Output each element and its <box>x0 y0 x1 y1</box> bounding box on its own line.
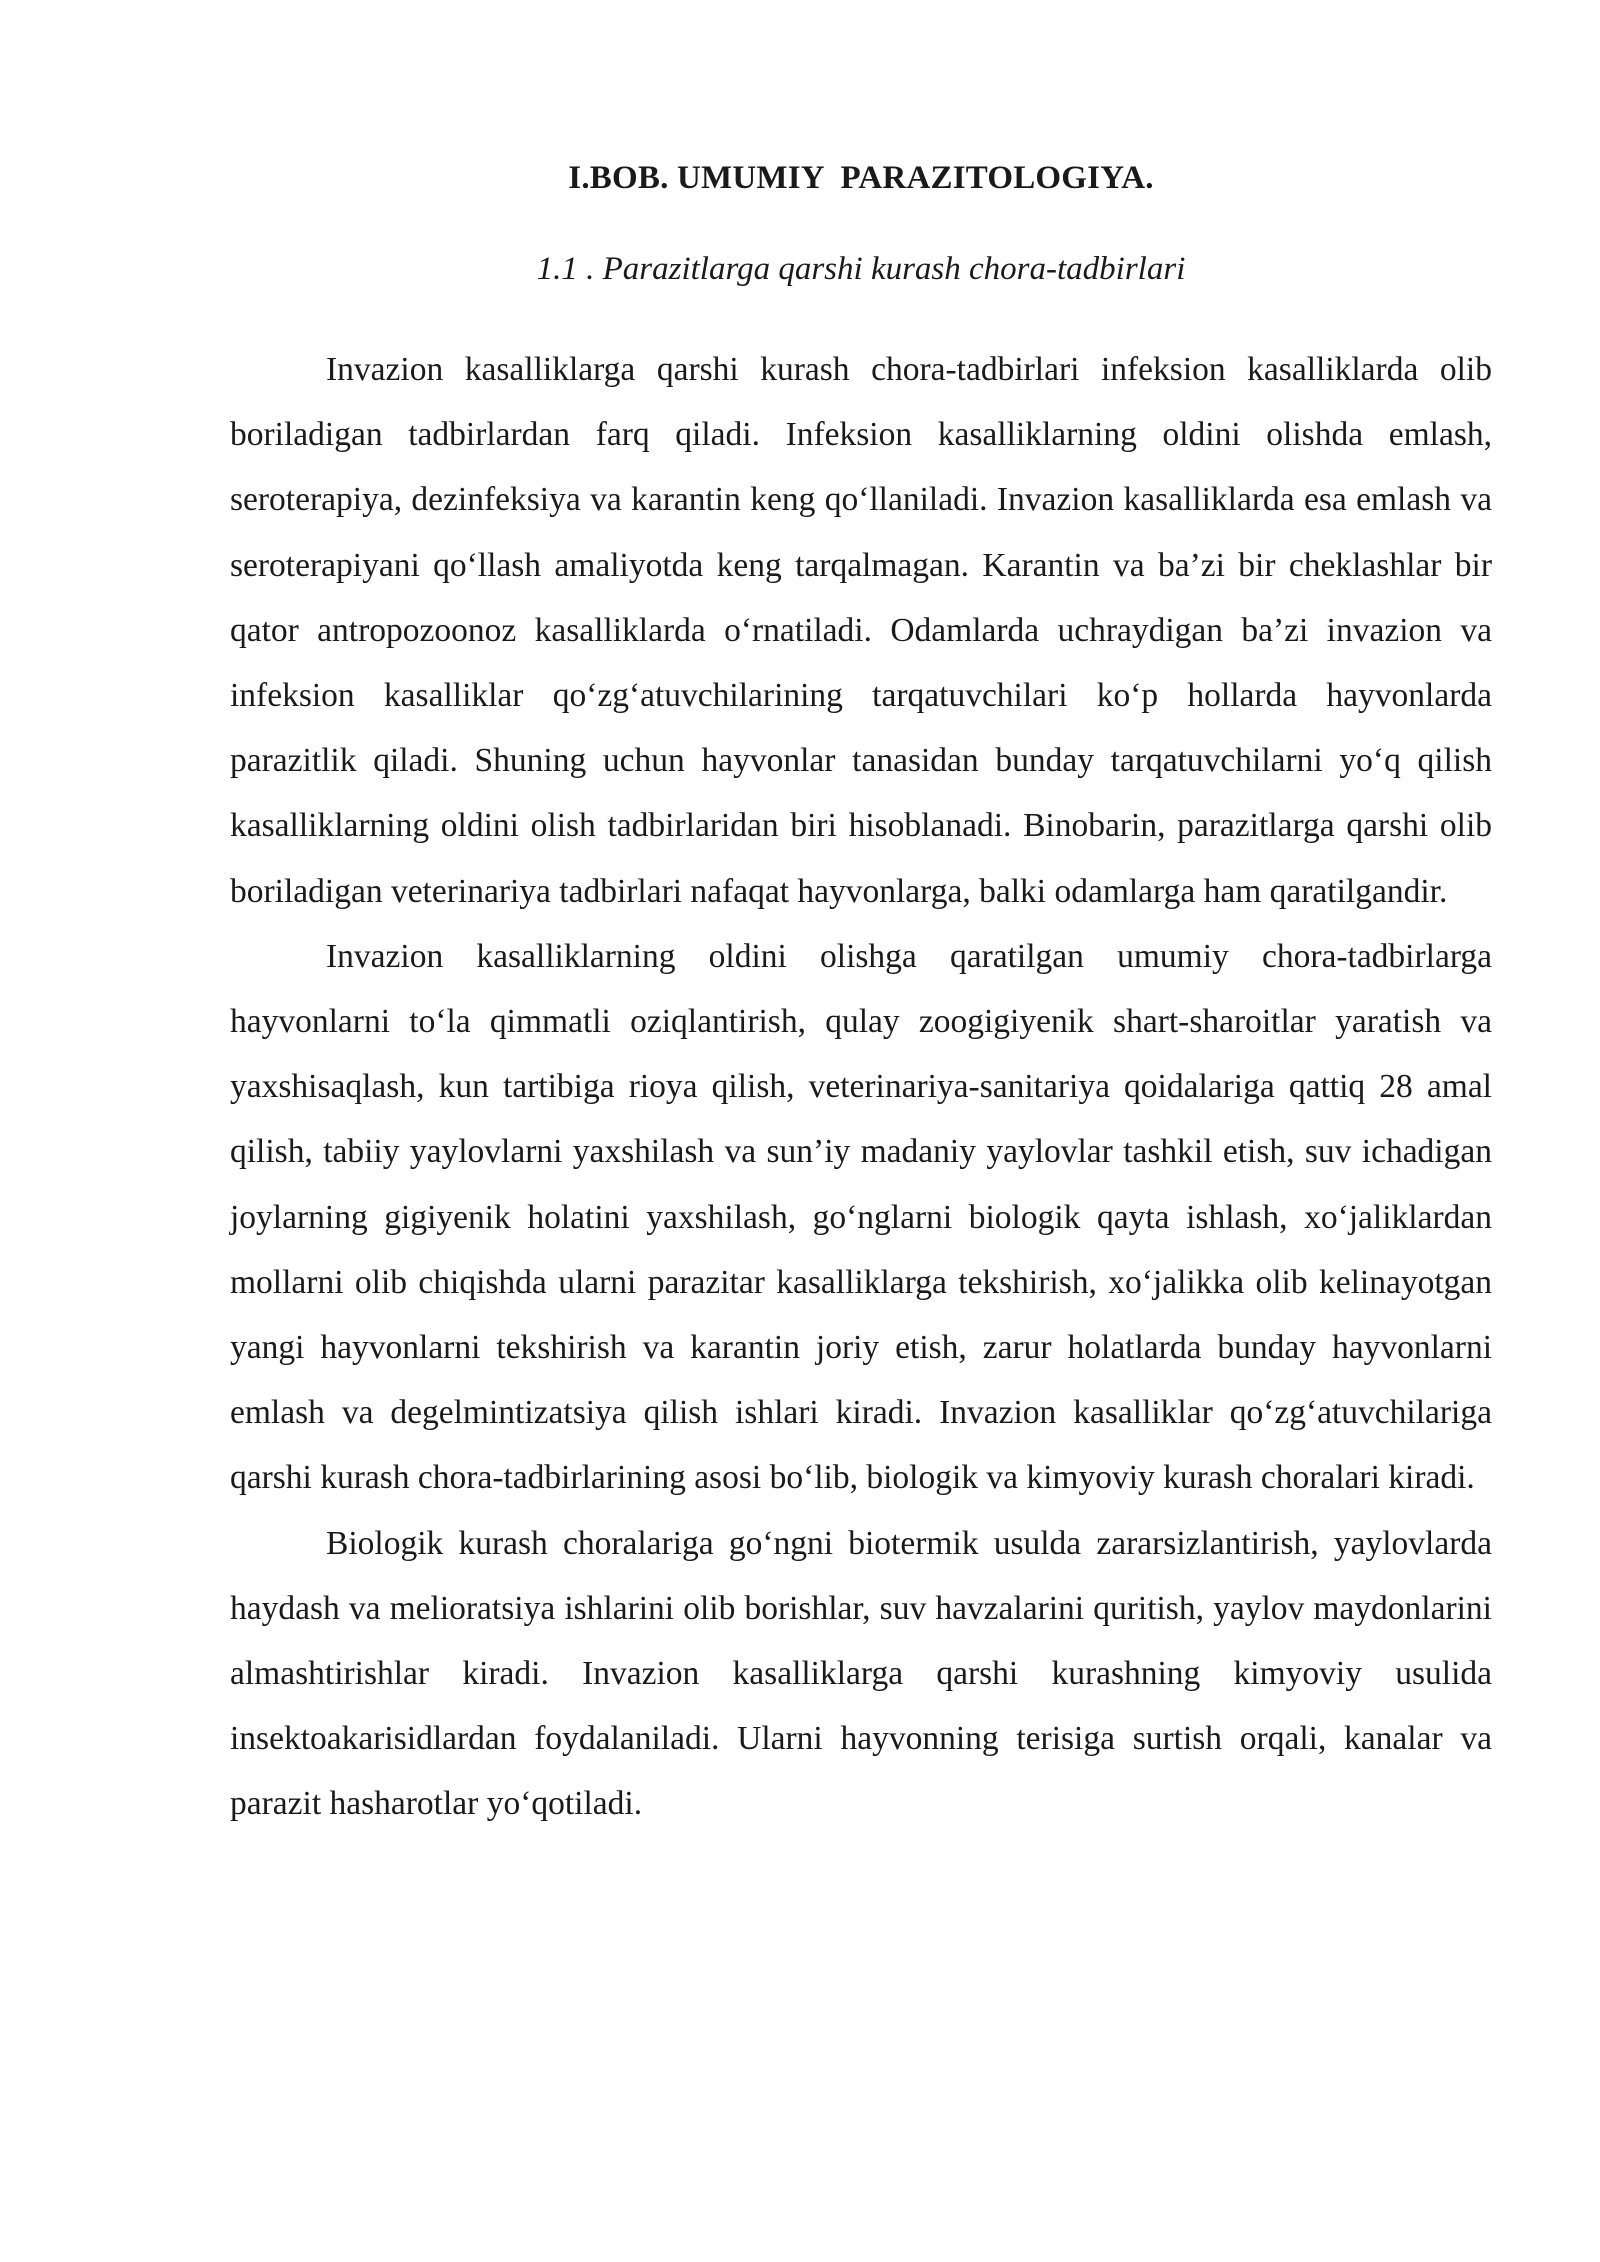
chapter-title: I.BOB. UMUMIY PARAZITOLOGIYA. <box>568 160 1154 196</box>
body-text <box>230 337 1492 1837</box>
paragraph-1: Invazion kasalliklarga qarshi kurash chora-tadbirlari infeksion kasalliklarda olib boriladigan tadbirlardan farq qiladi. Infeksion kasalliklarning oldini olishda emlash, seroterapiya, dezinfeksiya va karantin keng qo‘llaniladi. Invazion kasalliklarda esa emlash va seroterapiyani qo‘llash amaliyotda keng tarqalmagan. Karantin va ba’zi bir cheklashlar bir qator antropozoonoz kasalliklarda o‘rnatiladi. Odamlarda uchraydigan ba’zi invazion va infeksion kasalliklar qo‘zg‘atuvchilarining tarqatuvchilari ko‘p hollarda hayvonlarda parazitlik qiladi. Shuning uchun hayvonlar tanasidan bunday tarqatuvchilarni yo‘q qilish kasalliklarning oldini olish tadbirlaridan biri hisoblanadi. Binobarin, parazitlarga qarshi olib boriladigan veterinariya tadbirlari nafaqat hayvonlarga, balki odamlarga ham qaratilgandir. <box>230 351 1492 910</box>
section-title: 1.1 . Parazitlarga qarshi kurash chora-tadbirlari <box>536 251 1186 287</box>
paragraph-2: Invazion kasalliklarning oldini olishga qaratilgan umumiy chora-tadbirlarga hayvonlarni to‘la qimmatli oziqlantirish, qulay zoogigiyenik shart-sharoitlar yaratish va yaxshisaqlash, kun tartibiga rioya qilish, veterinariya-sanitariya qoidalariga qattiq 28 amal qilish, tabiiy yaylovlarni yaxshilash va sun’iy madaniy yaylovlar tashkil etish, suv ichadigan joylarning gigiyenik holatini yaxshilash, go‘nglarni biologik qayta ishlash, xo‘jaliklardan mollarni olib chiqishda ularni parazitar kasalliklarga tekshirish, xo‘jalikka olib kelinayotgan yangi hayvonlarni tekshirish va karantin joriy etish, zarur holatlarda bunday hayvonlarni emlash va degelmintizatsiya qilish ishlari kiradi. Invazion kasalliklar qo‘zg‘atuvchilariga qarshi kurash chora-tadbirlarining asosi bo‘lib, biologik va kimyoviy kurash choralari kiradi. <box>230 937 1492 1497</box>
paragraph-3: Biologik kurash choralariga go‘ngni biotermik usulda zararsizlantirish, yaylovlarda haydash va melioratsiya ishlarini olib borishlar, suv havzalarini quritish, yaylov maydonlarini almashtirishlar kiradi. Invazion kasalliklarga qarshi kurashning kimyoviy usulida insektoakarisidlardan foydalaniladi. Ularni hayvonning terisiga surtish orqali, kanalar va parazit hasharotlar yo‘qotiladi. <box>230 1524 1492 1823</box>
